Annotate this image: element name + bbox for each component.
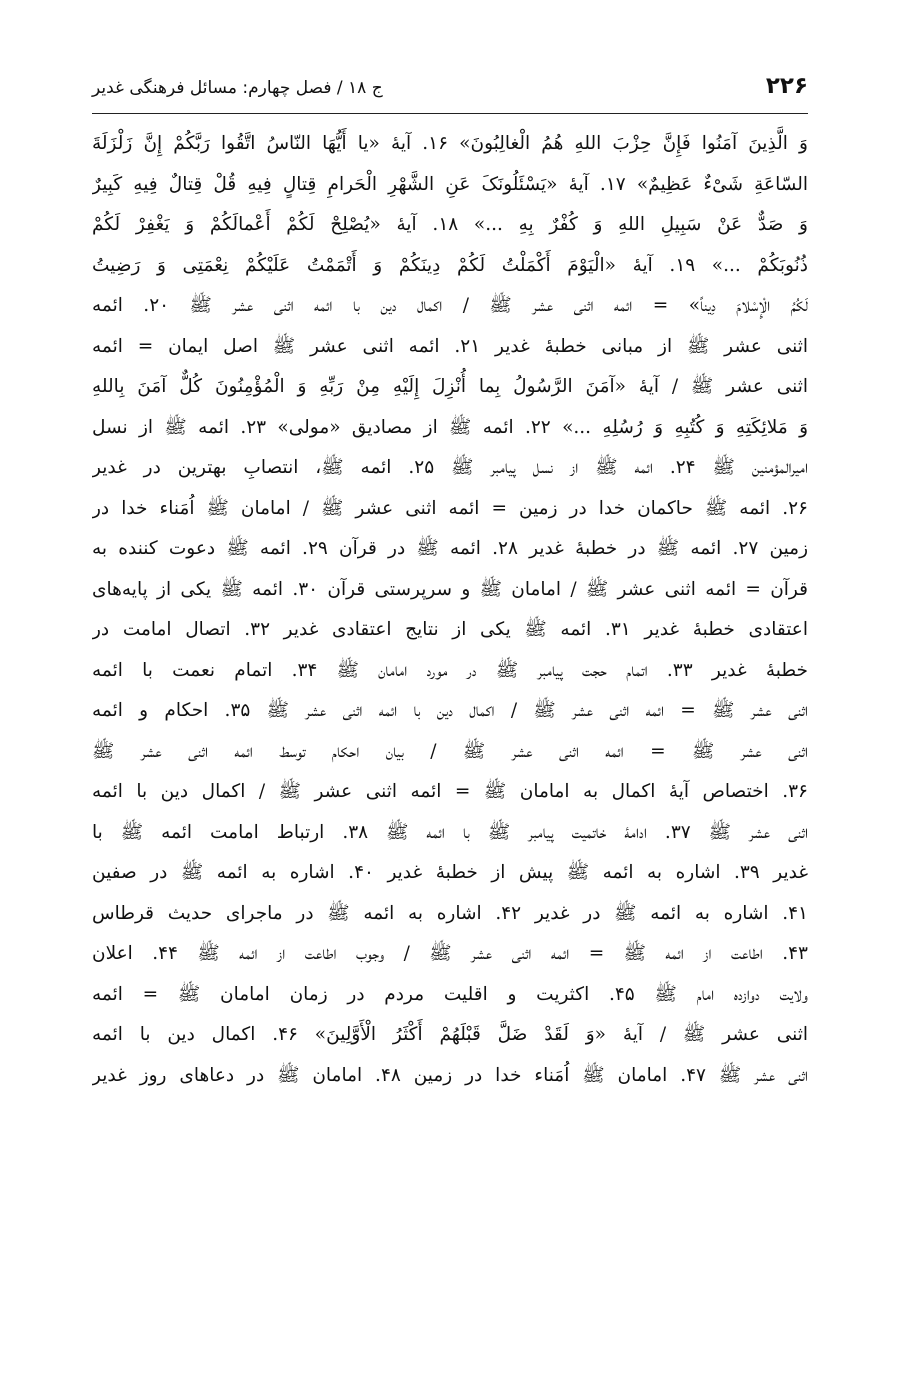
text-line: امیرالمؤمنین ﷺ ۲۴. ائمه ﷺ از نسل پیامبر ﷺ ۲۵. ائمه ﷺ، انتصابِ بهترین در غدیر [92,457,808,478]
text-line: ۴۳. اطاعت از ائمه ﷺ = ائمه اثنی عشر ﷺ / وجوب اطاعت از ائمه ﷺ ۴۴. اعلان [92,943,808,964]
header-divider [92,113,808,114]
text-line: ۲۶. ائمه ﷺ حاکمان خدا در زمین = ائمه اثنی عشر ﷺ / امامان ﷺ اُمَناء خدا در [92,497,808,519]
text-line: اثنی عشر ﷺ / آیهٔ «آمَنَ الرَّسُولُ بِما أُنْزِلَ إِلَیْهِ مِنْ رَبِّهِ وَ الْمُؤْمِنُونَ کُلٌّ آمَنَ بِاللهِ [92,376,808,397]
text-line: وَ مَلائِکَتِهِ وَ کُتُبِهِ وَ رُسُلِهِ ...» ۲۲. ائمه ﷺ از مصادیق «مولی» ۲۳. ائمه ﷺ از نسل [92,416,808,438]
text-line: اعتقادی خطبهٔ غدیر ۳۱. ائمه ﷺ یکی از نتایج اعتقادی غدیر ۳۲. اتصال امامت در [92,619,808,640]
text-line: وَ صَدٌّ عَنْ سَبِیلِ اللهِ وَ کُفْرٌ بِهِ ...» ۱۸. آیهٔ «یُصْلِحْ لَکُمْ أَعْمالَکُمْ وَ یَغْفِرْ لَکُمْ [92,214,808,235]
text-line: اثنی عشر ﷺ ۴۷. امامان ﷺ اُمَناء خدا در زمین ۴۸. امامان ﷺ در دعاهای روز غدیر [92,1064,808,1086]
text-line: اثنی عشر ﷺ از مبانی خطبهٔ غدیر ۲۱. ائمه اثنی عشر ﷺ اصل ایمان = ائمه [92,335,808,357]
text-line: ۴۱. اشاره به ائمه ﷺ در غدیر ۴۲. اشاره به ائمه ﷺ در ماجرای حدیث قرطاس [92,902,808,924]
text-line: اثنی عشر ﷺ = ائمه اثنی عشر ﷺ / اکمال دین با ائمه اثنی عشر ﷺ ۳۵. احکام و ائمه [92,700,808,721]
text-line: لَکُمُ الْإِسْلامَ دِیناً» = ائمه اثنی عشر ﷺ / اکمال دین با ائمه اثنی عشر ﷺ ۲۰. ائمه [92,295,808,316]
text-line: خطبهٔ غدیر ۳۳. اتمام حجت پیامبر ﷺ در مورد امامان ﷺ ۳۴. اتمام نعمت با ائمه [92,659,808,681]
text-line: اثنی عشر ﷺ / آیهٔ «وَ لَقَدْ ضَلَّ قَبْلَهُمْ أَکْثَرُ الْأَوَّلِینَ» ۴۶. اکمال دین با ائمه [92,1024,808,1045]
text-line: اثنی عشر ﷺ ۳۷. ادامهٔ خاتمیت پیامبر ﷺ با ائمه ﷺ ۳۸. ارتباط امامت ائمه ﷺ با [92,821,808,843]
text-line: ذُنُوبَکُمْ ...» ۱۹. آیهٔ «الْیَوْمَ أَکْمَلْتُ لَکُمْ دِینَکُمْ وَ أَتْمَمْتُ عَلَیْکُمْ نِعْمَتِی وَ رَضِیتُ [92,254,808,276]
body-text [92,124,808,1096]
text-line: غدیر ۳۹. اشاره به ائمه ﷺ پیش از خطبهٔ غدیر ۴۰. اشاره به ائمه ﷺ در صفین [92,862,808,883]
running-title: ج ۱۸ / فصل چهارم: مسائل فرهنگی غدیر [92,78,383,98]
page-header [92,68,808,112]
page-number: ۲۲۶ [765,73,808,99]
text-line: اثنی عشر ﷺ = ائمه اثنی عشر ﷺ / بیان احکام توسط ائمه اثنی عشر ﷺ [92,740,808,762]
text-line: قرآن = ائمه اثنی عشر ﷺ / امامان ﷺ و سرپرستی قرآن ۳۰. ائمه ﷺ یکی از پایه‌های [92,578,808,600]
text-line: ۳۶. اختصاص آیهٔ اکمال به امامان ﷺ = ائمه اثنی عشر ﷺ / اکمال دین با ائمه [92,781,808,802]
text-line: وَ الَّذِینَ آمَنُوا فَإِنَّ حِزْبَ اللهِ هُمُ الْغالِبُونَ» ۱۶. آیهٔ «یا أَیُّهَا النّاسُ اتَّقُوا رَبَّکُمْ إِنَّ زَلْزَلَةَ [92,133,808,154]
text-line: زمین ۲۷. ائمه ﷺ در خطبهٔ غدیر ۲۸. ائمه ﷺ در قرآن ۲۹. ائمه ﷺ دعوت کننده به [92,538,808,559]
text-line: ولایت دوازده امام ﷺ ۴۵. اکثریت و اقلیت مردم در زمان امامان ﷺ = ائمه [92,983,808,1005]
text-line: السّاعَةِ شَیْءٌ عَظِیمٌ» ۱۷. آیهٔ «یَسْئَلُونَکَ عَنِ الشَّهْرِ الْحَرامِ قِتالٍ فِیهِ قُلْ قِتالٌ فِیهِ کَبِیرٌ [92,173,808,195]
